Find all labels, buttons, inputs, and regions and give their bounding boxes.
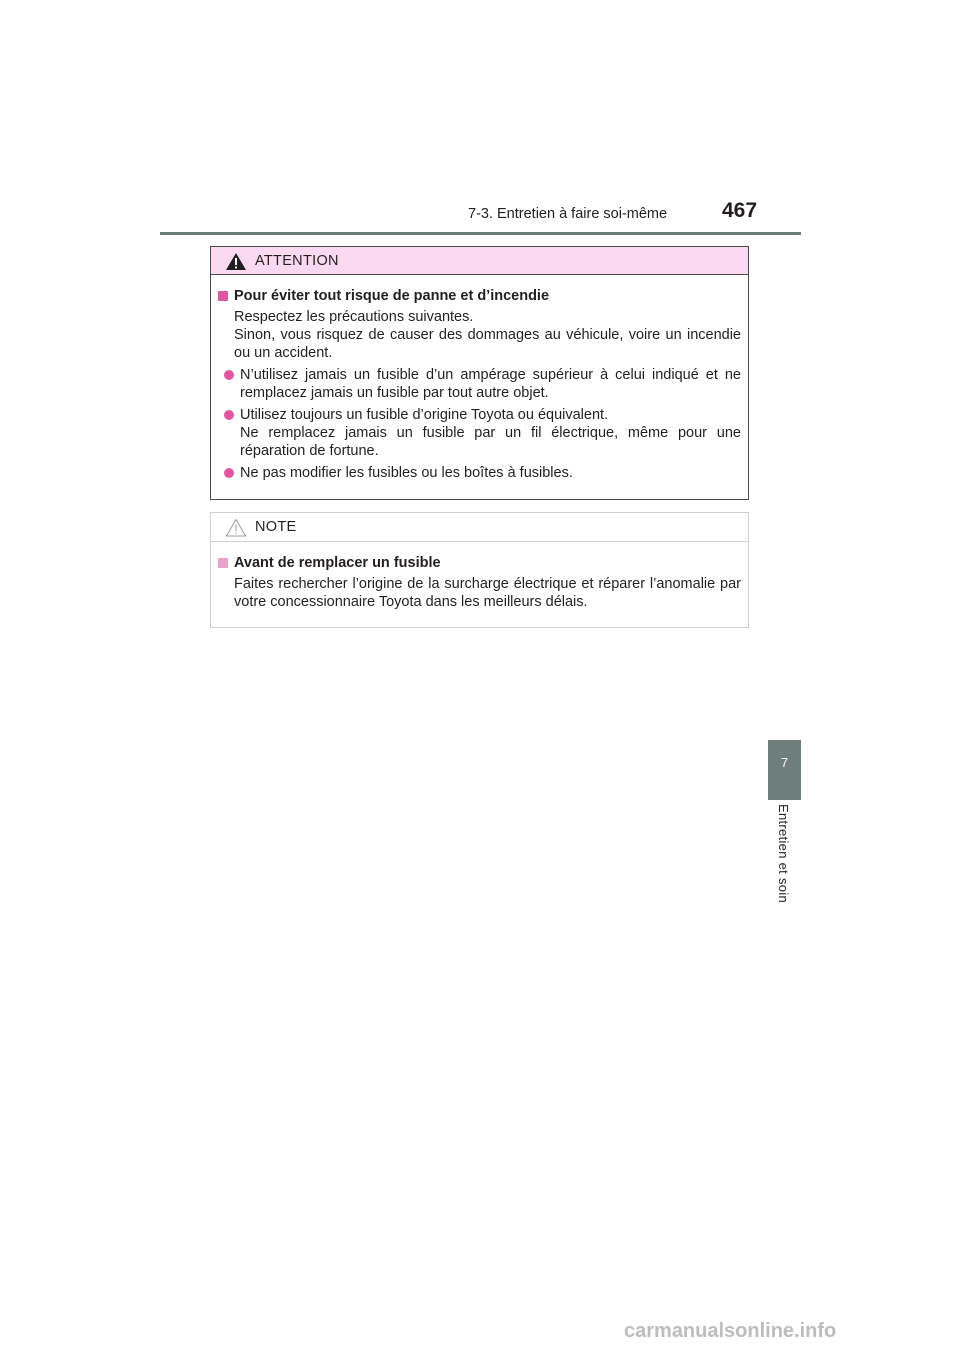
attention-heading <box>218 287 741 305</box>
attention-title: ATTENTION <box>255 253 339 269</box>
attention-box <box>210 246 749 500</box>
round-bullet-icon <box>224 468 234 478</box>
caution-outline-icon <box>225 518 247 537</box>
bullet-text: N’utilisez jamais un fusible d’un ampérage supérieur à celui indiqué et ne remplacez jamais un fusible par tout autre objet. <box>240 367 741 401</box>
round-bullet-icon <box>224 410 234 420</box>
square-bullet-icon <box>218 558 228 568</box>
warning-icon <box>225 252 247 271</box>
attention-heading-text: Pour éviter tout risque de panne et d’incendie <box>234 288 550 304</box>
attention-bullet <box>218 366 741 402</box>
bullet-text: Ne pas modifier les fusibles ou les boîtes à fusibles. <box>240 465 573 481</box>
note-heading-text: Avant de remplacer un fusible <box>234 555 441 571</box>
note-content <box>211 542 748 611</box>
note-box <box>210 512 749 628</box>
bullet-text: Ne remplacez jamais un fusible par un fil électrique, même pour une réparation de fortune. <box>240 425 741 459</box>
note-header <box>211 513 748 542</box>
round-bullet-icon <box>224 370 234 380</box>
attention-intro-line: Respectez les précautions suivantes. <box>234 309 474 325</box>
note-text <box>234 575 741 611</box>
attention-header <box>211 247 748 275</box>
header-rule <box>160 232 801 235</box>
square-bullet-icon <box>218 291 228 301</box>
watermark: carmanualsonline.info <box>624 1320 837 1342</box>
note-text-line: Faites rechercher l’origine de la surcharge électrique et réparer l’anomalie par votre concessionnaire Toyota dans les meilleurs délais. <box>234 576 741 610</box>
chapter-tab <box>768 740 801 800</box>
bullet-text: Utilisez toujours un fusible d’origine Toyota ou équivalent. <box>240 407 609 423</box>
attention-intro-line: Sinon, vous risquez de causer des dommages au véhicule, voire un incendie ou un accident. <box>234 327 741 361</box>
chapter-label: Entretien et soin <box>776 804 791 904</box>
section-title: 7-3. Entretien à faire soi-même <box>468 206 668 222</box>
attention-bullet <box>218 464 741 482</box>
chapter-number: 7 <box>780 755 789 770</box>
attention-content <box>211 275 748 482</box>
note-heading <box>218 554 741 572</box>
page-number: 467 <box>722 199 758 222</box>
note-title: NOTE <box>255 519 297 535</box>
attention-intro <box>234 308 741 362</box>
attention-bullet <box>218 406 741 460</box>
